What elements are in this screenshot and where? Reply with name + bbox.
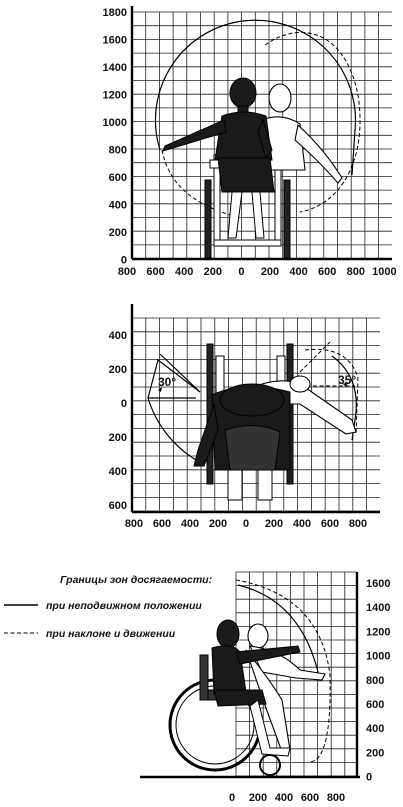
panel1-x-tick: 200 [203, 266, 222, 278]
panel1-y-tick: 1000 [102, 117, 127, 129]
panel1-y-tick: 200 [108, 227, 127, 239]
panel2-x-tick: 0 [242, 518, 250, 530]
panel2-x-tick: 600 [320, 518, 340, 530]
panel2-x-tick: 800 [124, 518, 144, 530]
panel2-x-tick: 400 [292, 518, 312, 530]
panel1-x-tick: 600 [146, 266, 165, 278]
panel2-x-tick: 400 [180, 518, 200, 530]
panel1-x-tick: 200 [260, 266, 280, 278]
panel1-y-tick: 1600 [102, 34, 127, 47]
panel2-y-tick: 400 [108, 466, 127, 478]
panel3-x-tick: 400 [274, 792, 294, 804]
legend-solid-label: при неподвижном положении [46, 600, 202, 612]
panel-top-view [109, 304, 380, 530]
panel3-y-ticks [366, 578, 390, 784]
panel1-y-tick: 1400 [102, 62, 127, 74]
panel3-x-tick: 600 [300, 792, 320, 804]
panel-front-reach [103, 6, 397, 278]
panel3-y-tick: 800 [366, 674, 385, 687]
angle-label-left: 30° [158, 375, 177, 389]
panel2-y-ticks [109, 330, 127, 512]
panel2-y-tick: 400 [108, 330, 127, 342]
panel1-x-tick: 800 [117, 266, 137, 278]
panel1-y-tick: 600 [108, 172, 127, 184]
panel1-x-tick: 1000 [372, 266, 397, 278]
panel2-x-tick: 800 [348, 518, 368, 530]
panel3-y-tick: 600 [366, 699, 385, 711]
panel1-x-tick: 400 [289, 266, 308, 278]
panel2-y-tick: 200 [108, 432, 127, 444]
panel1-x-tick: 0 [238, 266, 245, 278]
panel2-y-tick: 200 [108, 364, 127, 376]
panel1-y-tick: 800 [108, 144, 127, 157]
panel3-y-tick: 0 [366, 771, 373, 784]
panel1-y-tick: 400 [108, 199, 127, 212]
panel1-ghost-figure [262, 84, 342, 183]
panel3-x-ticks [229, 792, 345, 804]
panel2-y-tick: 600 [108, 500, 127, 512]
legend-title: Границы зон досягаемости: [60, 574, 213, 586]
panel2-y-tick: 0 [120, 398, 127, 410]
panel1-x-ticks [118, 266, 397, 278]
panel3-x-tick: 200 [248, 792, 268, 804]
panel3-y-tick: 400 [366, 723, 385, 736]
panel2-x-tick: 600 [152, 518, 172, 530]
panel1-y-tick: 1800 [102, 7, 127, 19]
panel1-x-tick: 400 [175, 266, 194, 278]
panel1-y-tick: 1200 [102, 89, 127, 102]
panel3-y-tick: 1200 [366, 626, 391, 639]
panel1-x-tick: 600 [318, 266, 337, 278]
panel2-x-tick: 200 [264, 518, 284, 530]
panel3-x-tick: 0 [228, 792, 236, 804]
panel1-y-ticks [103, 7, 127, 267]
legend-dashed-label: при наклоне и движении [46, 628, 176, 640]
panel3-y-tick: 1600 [366, 578, 391, 590]
panel1-x-tick: 800 [346, 266, 365, 278]
legend [4, 574, 212, 640]
panel3-x-tick: 800 [326, 792, 346, 804]
angle-label-right: 35° [338, 373, 357, 387]
panel3-y-tick: 200 [366, 747, 385, 760]
panel3-y-tick: 1400 [366, 602, 391, 615]
panel2-x-ticks [125, 518, 367, 530]
panel1-y-tick: 0 [120, 254, 127, 267]
panel3-y-tick: 1000 [366, 650, 391, 663]
panel2-x-tick: 200 [208, 518, 228, 530]
